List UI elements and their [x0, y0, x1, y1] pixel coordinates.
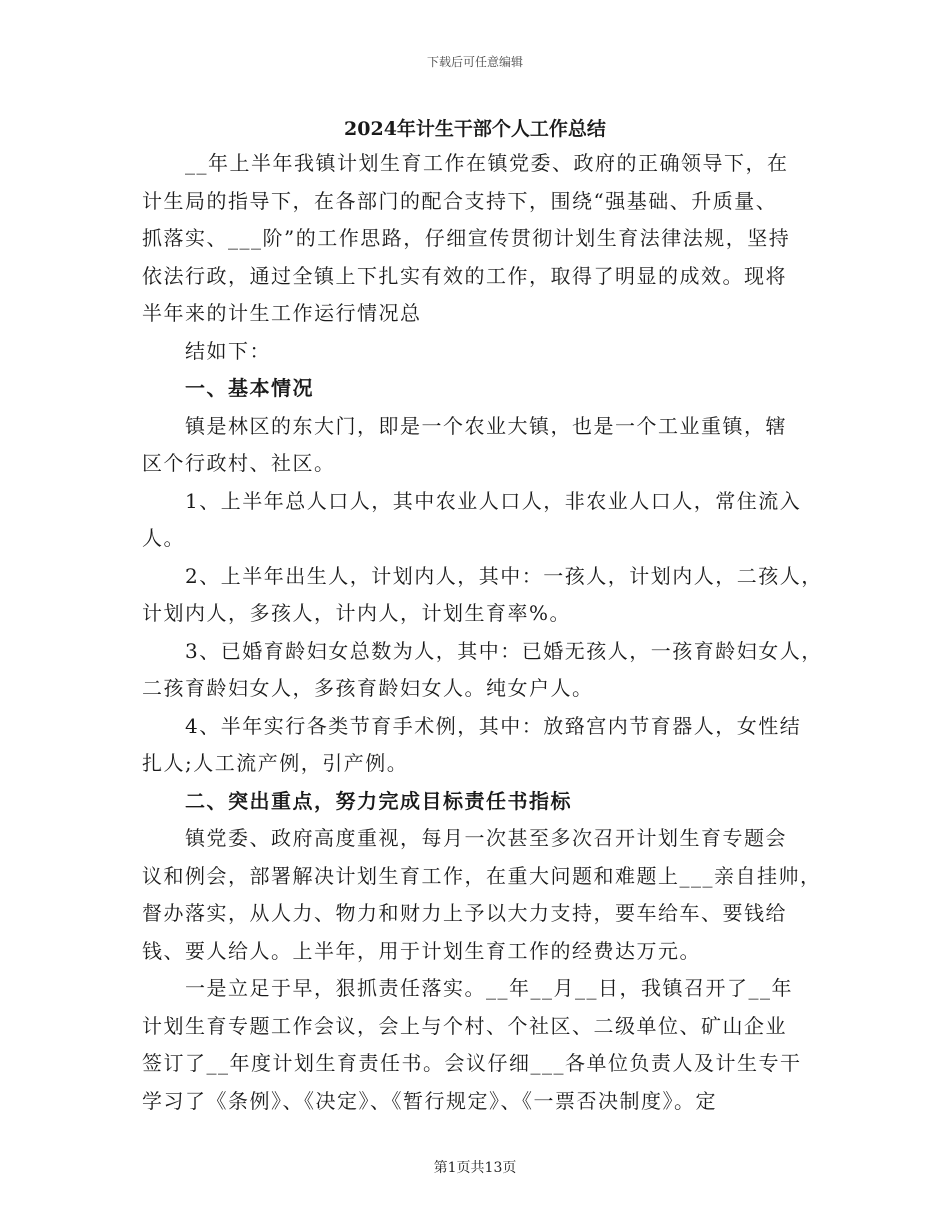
body-line: 二孩育龄妇女人，多孩育龄妇女人。纯女户人。	[142, 676, 594, 700]
body-line: 区个行政村、社区。	[142, 451, 336, 475]
body-line: 半年来的计生工作运行情况总	[142, 301, 422, 325]
page-header-note: 下载后可任意编辑	[426, 55, 523, 69]
section-heading: 二、突出重点，努力完成目标责任书指标	[185, 789, 572, 813]
body-line: 依法行政，通过全镇上下扎实有效的工作，取得了明显的成效。现将	[142, 264, 787, 288]
document-title: 2024年计生干部个人工作总结	[344, 118, 606, 140]
body-line: 2、上半年出生人，计划内人，其中：一孩人，计划内人，二孩人，	[185, 564, 823, 588]
body-line: 扎人;人工流产例，引产例。	[142, 751, 409, 775]
body-line: 4、半年实行各类节育手术例，其中：放臵宫内节育器人，女性结	[185, 714, 802, 738]
body-line: 人。	[142, 526, 185, 550]
body-line: 一是立足于早，狠抓责任落实。__年__月__日，我镇召开了__年	[185, 976, 793, 1000]
body-line: 计划内人，多孩人，计内人，计划生育率%。	[142, 601, 572, 625]
body-line: 签订了__年度计划生育责任书。会议仔细___各单位负责人及计生专干	[142, 1051, 802, 1075]
page-number: 第1页共13页	[433, 1160, 517, 1176]
body-line: 抓落实、___阶”的工作思路，仔细宣传贯彻计划生育法律法规，坚持	[142, 226, 791, 250]
body-line: 结如下：	[185, 339, 271, 363]
body-line: 3、已婚育龄妇女总数为人，其中：已婚无孩人，一孩育龄妇女人，	[185, 639, 823, 663]
body-line: __年上半年我镇计划生育工作在镇党委、政府的正确领导下，在	[185, 151, 789, 175]
body-line: 钱、要人给人。上半年，用于计划生育工作的经费达万元。	[142, 939, 701, 963]
body-line: 镇是林区的东大门，即是一个农业大镇，也是一个工业重镇，辖	[185, 414, 787, 438]
body-line: 计划生育专题工作会议，会上与个村、个社区、二级单位、矿山企业	[142, 1014, 787, 1038]
body-line: 计生局的指导下，在各部门的配合支持下，围绕“强基础、升质量、	[142, 189, 778, 213]
body-line: 议和例会，部署解决计划生育工作，在重大问题和难题上___亲自挂帅，	[142, 864, 822, 888]
section-heading: 一、基本情况	[185, 376, 314, 400]
body-line: 督办落实，从人力、物力和财力上予以大力支持，要车给车、要钱给	[142, 901, 787, 925]
body-line: 学习了《条例》、《决定》、《暂行规定》、《一票否决制度》。定	[142, 1089, 717, 1113]
body-line: 镇党委、政府高度重视，每月一次甚至多次召开计划生育专题会	[185, 826, 787, 850]
body-line: 1、上半年总人口人，其中农业人口人，非农业人口人，常住流入	[185, 489, 802, 513]
